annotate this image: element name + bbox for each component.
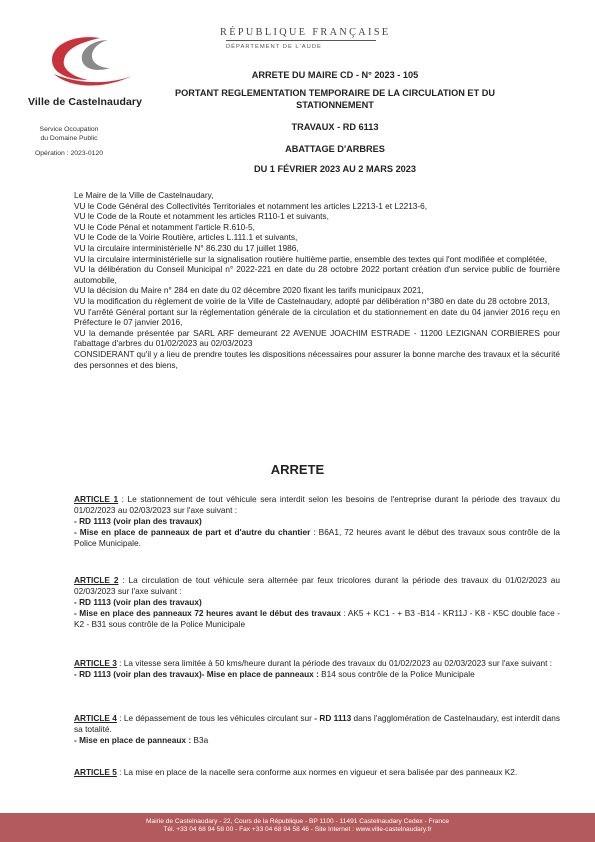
article-3 — [74, 658, 560, 680]
article-1 — [74, 494, 560, 549]
visa-line: Le Maire de la Ville de Castelnaudary, — [74, 190, 214, 200]
works-dates: DU 1 FÉVRIER 2023 AU 2 MARS 2023 — [253, 164, 417, 174]
visa-line: VU la modification du règlement de voirie de la Ville de Castelnaudary, adopté par délibération n°380 en date du 28 octobre 2013, — [74, 295, 550, 306]
service-line: du Domaine Public — [40, 134, 98, 142]
article-text: : La circulation de tout véhicule sera alternée par feux tricolores durant la période des travaux du 01/02/2023 au 02/03/2023 sur l'axe suivant : — [74, 575, 560, 596]
divider — [226, 40, 376, 41]
visa-line: VU la décision du Maire n° 284 en date du 02 décembre 2020 fixant les tarifs municipaux 2021, — [74, 285, 424, 296]
service-info — [30, 126, 108, 159]
article-line-bold: - RD 1113 (voir plan des travaux)- Mise en place de panneaux : — [74, 669, 319, 679]
works-type: ABATTAGE D'ARBRES — [285, 144, 385, 154]
article-line-rest: : AK5 + KC1 - + B3 -B14 - KR11J - K8 - K5C double face - K2 - B31 sous contrôle de la Police Municipale — [74, 608, 560, 629]
operation-number: Opération : 2023-0120 — [34, 150, 104, 157]
service-line: Service Occupation — [39, 126, 99, 133]
city-logo — [40, 30, 140, 95]
article-2 — [74, 575, 560, 630]
article-road: - RD 1113 — [314, 713, 352, 723]
logo-swoosh-icon — [40, 30, 140, 95]
footer-address: Mairie de Castelnaudary - 22, Cours de la République - BP 1100 - 11491 Castelnaudary Cedex - France — [145, 818, 450, 825]
departement-heading: DÉPARTEMENT DE L'AUDE — [226, 44, 322, 50]
footer-band — [0, 813, 595, 842]
visa-line: VU le Code de la Route et notamment les articles R110-1 et suivants, — [74, 211, 329, 222]
decree-subject: PORTANT REGLEMENTATION TEMPORAIRE DE LA CIRCULATION ET DU STATIONNEMENT — [174, 88, 495, 110]
visa-line: VU la demande présentée par SARL ARF demeurant 22 AVENUE JOACHIM ESTRADE - 11200 LEZIGNAN CORBIERES pour l'abattage d'arbres du 01/02/2023 au 02/03/2023 — [74, 327, 560, 349]
article-line-bold: - Mise en place de panneaux de part et d'autre du chantier — [74, 527, 311, 537]
visa-line: VU la circulaire interministérielle sur la signalisation routière huitième partie, ensemble des textes qui l'ont modifiée et complétée, — [74, 253, 547, 264]
article-line-rest: B3a — [191, 735, 209, 745]
article-line-rest: : B6A1, 72 heures avant le début des travaux sous contrôle de la Police Municipale. — [74, 527, 560, 548]
visa-line: VU le Code Pénal et notamment l'article R.610-5, — [74, 221, 255, 232]
city-name: Ville de Castelnaudary — [28, 96, 143, 108]
article-label: ARTICLE 4 — [74, 713, 117, 723]
arrete-heading: ARRETE — [270, 462, 325, 477]
decree-number: ARRETE DU MAIRE CD - N° 2023 - 105 — [251, 70, 419, 80]
republique-heading: RÉPUBLIQUE FRANÇAISE — [220, 27, 391, 38]
works-road: TRAVAUX - RD 6113 — [291, 122, 379, 132]
article-line: - RD 1113 (voir plan des travaux) — [74, 597, 202, 607]
visa-line: VU le Code Général des Collectivités Territoriales et notamment les articles L2213-1 et L2213-6, — [74, 200, 428, 211]
article-text: : Le stationnement de tout véhicule sera interdit selon les besoins de l'entreprise durant la période des travaux du 01/02/2023 au 02/03/2023 sur l'axe suivant : — [74, 494, 560, 515]
article-5 — [74, 767, 560, 778]
considerant-line: CONSIDERANT qu'il y a lieu de prendre toutes les dispositions nécessaires pour assurer la bonne marche des travaux et la sécurité des personnes et des biens, — [74, 348, 560, 370]
article-label: ARTICLE 1 — [74, 494, 119, 504]
article-line-rest: B14 sous contrôle de la Police Municipale — [318, 669, 475, 679]
visa-line: VU le Code de la Voirie Routière, articles L.111.1 et suivants, — [74, 232, 298, 243]
article-label: ARTICLE 5 — [74, 767, 117, 777]
article-label: ARTICLE 3 — [74, 658, 117, 668]
article-text: : Le dépassement de tous les véhicules circulant sur — [116, 713, 315, 723]
visa-line: VU l'arrêté Général portant sur la réglementation générale de la circulation et du stationnement en date du 04 janvier 2016 reçu en Préfecture le 07 janvier 2016, — [74, 306, 560, 328]
visas-section — [74, 190, 560, 370]
article-line-bold: - Mise en place de panneaux : — [74, 735, 192, 745]
visa-line: VU la délibération du Conseil Municipal n° 2022-221 en date du 28 octobre 2022 portant création d'un service public de fourrière automobile, — [74, 264, 560, 285]
footer-contact: Tél. +33 04 68 94 58 00 - Fax +33 04 68 94 58 46 - Site Internet : www.ville-castelnaudary.fr — [163, 826, 432, 834]
visa-line: VU la circulaire interministérielle N° 86.230 du 17 juillet 1986, — [74, 242, 299, 253]
article-text: : La mise en place de la nacelle sera conforme aux normes en vigueur et sera balisée par des panneaux K2. — [116, 767, 518, 777]
article-label: ARTICLE 2 — [74, 575, 119, 585]
article-line-bold: - Mise en place des panneaux 72 heures avant le début des travaux — [74, 608, 341, 618]
article-line: - RD 1113 (voir plan des travaux) — [74, 516, 202, 526]
article-text: : La vitesse sera limitée à 50 kms/heure durant la période des travaux du 01/02/2023 au 02/03/2023 sur l'axe suivant : — [116, 658, 553, 668]
article-text: dans l'agglomération de Castelnaudary, est interdit dans sa totalité. — [74, 713, 560, 734]
article-4 — [74, 713, 560, 746]
